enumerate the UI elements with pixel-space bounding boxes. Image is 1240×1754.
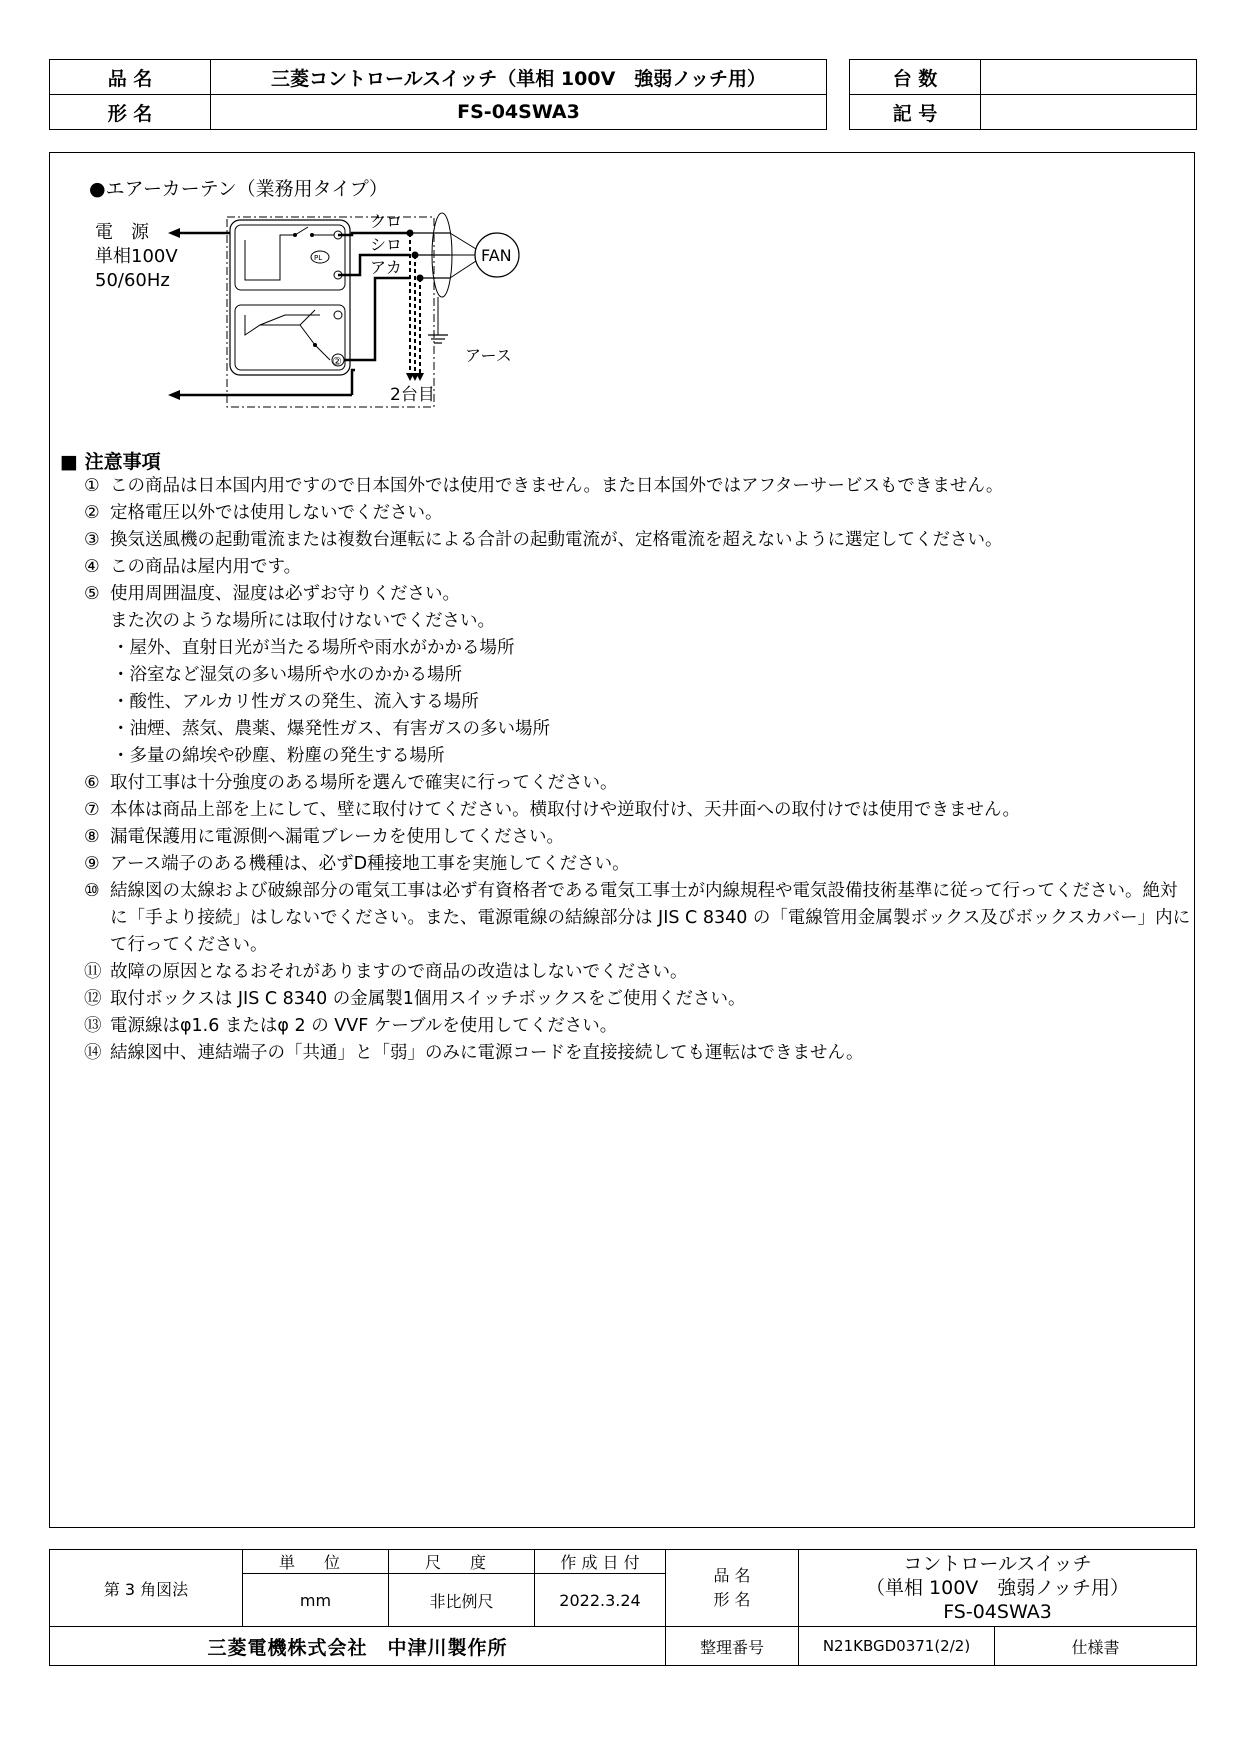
document-type: 仕様書 — [995, 1627, 1197, 1666]
notes-list — [84, 473, 1194, 1067]
arrow-left-icon — [168, 390, 180, 400]
note-item: ⑨ アース端子のある機種は、必ずD種接地工事を実施してください。 — [84, 854, 630, 874]
wiring-diagram — [80, 205, 520, 415]
wire-white-label: シロ — [370, 235, 403, 254]
scale-value: 非比例尺 — [389, 1574, 535, 1627]
date-label: 作 成 日 付 — [535, 1550, 666, 1574]
note-item: ⑫ 取付ボックスは JIS C 8340 の金属製1個用スイッチボックスをご使用ください。 — [84, 989, 746, 1009]
note-bullet: ・屋外、直射日光が当たる場所や雨水がかかる場所 — [112, 638, 515, 658]
note-item: ⑤ 使用周囲温度、湿度は必ずお守りください。 — [84, 584, 460, 604]
power-label-2: 単相100V — [95, 246, 178, 267]
note-item: ⑬ 電源線はφ1.6 またはφ 2 の VVF ケーブルを使用してください。 — [84, 1016, 618, 1036]
wire-black-label: クロ — [370, 212, 403, 231]
switch-outer-frame — [227, 217, 434, 407]
upper-internal-wire — [245, 235, 295, 280]
name-labels — [666, 1550, 799, 1627]
pilot-lamp-label: PL — [314, 254, 323, 262]
product-line-2: （単相 100V 強弱ノッチ用） — [866, 1577, 1129, 1599]
notes-heading: ■ 注意事項 — [60, 451, 161, 473]
note-item: ④ この商品は屋内用です。 — [84, 557, 302, 577]
lower-switch-contact — [300, 325, 315, 345]
terminal-icon — [334, 311, 342, 319]
earth-label: アース — [465, 346, 512, 365]
symbol-label: 記 号 — [850, 95, 981, 130]
lower-internal-wire — [315, 345, 330, 360]
reference-number: N21KBGD0371(2/2) — [799, 1627, 995, 1666]
power-label-3: 50/60Hz — [95, 270, 170, 291]
note-bullet: ・浴室など湿気の多い場所や水のかかる場所 — [112, 665, 462, 685]
symbol-value — [981, 95, 1197, 130]
note-bullet: ・油煙、蒸気、農薬、爆発性ガス、有害ガスの多い場所 — [112, 719, 551, 739]
date-value: 2022.3.24 — [535, 1574, 666, 1627]
product-line-3: FS-04SWA3 — [943, 1601, 1052, 1623]
wire-red — [344, 278, 410, 360]
fan-label: FAN — [481, 246, 512, 265]
footer-title-block — [49, 1549, 1197, 1666]
header-quantity-table — [849, 59, 1197, 130]
product-name: 三菱コントロールスイッチ（単相 100V 強弱ノッチ用） — [211, 60, 827, 95]
note-item: ⑥ 取付工事は十分強度のある場所を選んで確実に行ってください。 — [84, 773, 618, 793]
wire-red-label: アカ — [370, 258, 402, 277]
note-bullet: ・酸性、アルカリ性ガスの発生、流入する場所 — [112, 692, 479, 712]
product-name-label-footer: 品 名 — [713, 1566, 751, 1585]
fan-wire — [450, 233, 476, 249]
product-line-1: コントロールスイッチ — [903, 1553, 1092, 1575]
scale-label: 尺 度 — [389, 1550, 535, 1574]
header-product-table — [49, 59, 827, 130]
quantity-label: 台 数 — [850, 60, 981, 95]
arrow-left-icon — [168, 228, 180, 238]
note-item: ③ 換気送風機の起動電流または複数台運転による合計の起動電流が、定格電流を超えないように選定してください。 — [84, 530, 1003, 550]
lower-switch-contact — [300, 310, 315, 325]
second-unit-label: 2台目 — [390, 385, 435, 405]
note-item: ⑪ 故障の原因となるおそれがありますので商品の改造はしないでください。 — [84, 962, 688, 982]
wire-return — [352, 370, 355, 395]
projection-method: 第 3 角図法 — [50, 1550, 243, 1627]
reference-label: 整理番号 — [666, 1627, 799, 1666]
terminal-2-label: ② — [332, 355, 342, 368]
power-label-1: 電 源 — [95, 222, 149, 243]
fan-wire — [450, 261, 476, 278]
note-item: ② 定格電圧以外では使用しないでください。 — [84, 503, 443, 523]
company-name: 三菱電機株式会社 中津川製作所 — [50, 1627, 666, 1666]
quantity-value — [981, 60, 1197, 95]
model-label-footer: 形 名 — [713, 1590, 751, 1609]
note-item: ① この商品は日本国内用ですので日本国外では使用できません。また日本国外ではアフターサービスもできません。 — [84, 476, 1004, 496]
note-item: ⑩ 結線図の太線および破線部分の電気工事は必ず有資格者である電気工事士が内線規程や電気設備技術基準に従って行ってください。絶対に「手より接続」はしないでください。また、電源電線の結線部分は JIS C 8340 の「電線管用金属製ボックス及びボックスカバー」内にて行ってください。 — [84, 881, 1191, 955]
arrow-down-icon — [416, 373, 424, 381]
upper-contact-dot — [293, 233, 297, 237]
model-label: 形 名 — [50, 95, 211, 130]
upper-switch-contact — [295, 227, 308, 235]
note-item: ⑧ 漏電保護用に電源側へ漏電ブレーカを使用してください。 — [84, 827, 564, 847]
unit-label: 単 位 — [243, 1550, 389, 1574]
product-name-label: 品 名 — [50, 60, 211, 95]
note-subtext: また次のような場所には取付けないでください。 — [110, 611, 495, 631]
product-description — [799, 1550, 1197, 1627]
note-item: ⑭ 結線図中、連結端子の「共通」と「弱」のみに電源コードを直接接続しても運転はできません。 — [84, 1043, 864, 1063]
model-value: FS-04SWA3 — [211, 95, 827, 130]
unit-value: mm — [243, 1574, 389, 1627]
diagram-title: ●エアーカーテン（業務用タイプ） — [89, 178, 388, 200]
note-bullet: ・多量の綿埃や砂塵、粉塵の発生する場所 — [112, 746, 445, 766]
switch-body — [230, 220, 350, 375]
note-item: ⑦ 本体は商品上部を上にして、壁に取付けてください。横取付けや逆取付け、天井面への取付けでは使用できません。 — [84, 800, 1020, 820]
